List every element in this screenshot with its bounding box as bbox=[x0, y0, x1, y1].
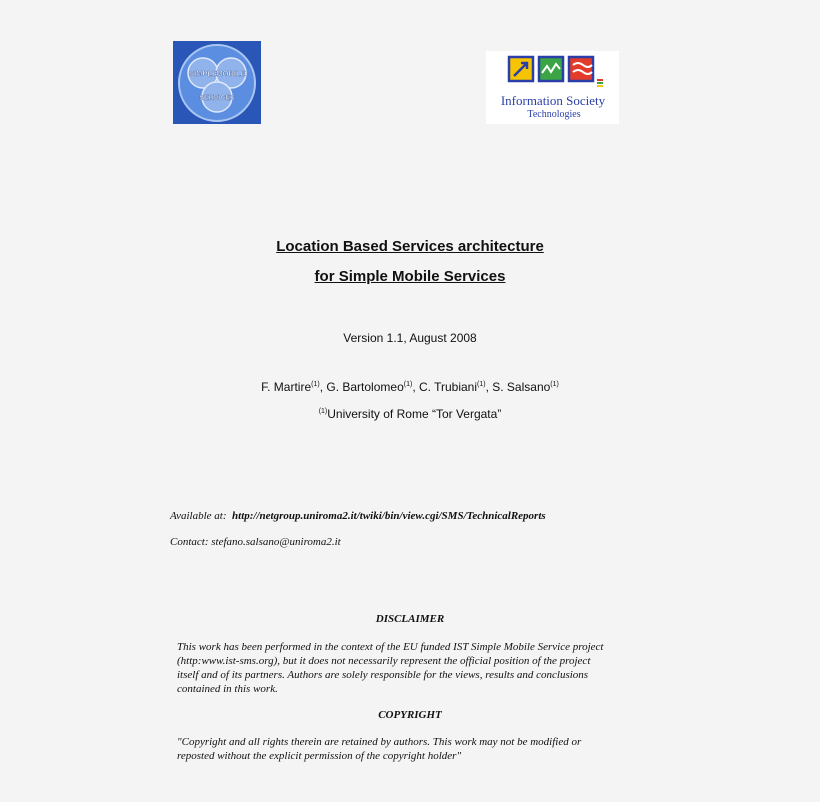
author-separator: , bbox=[412, 380, 419, 394]
author-affiliation-mark: (1) bbox=[477, 381, 486, 388]
sms-logo-word1: SIMPLE bbox=[189, 69, 217, 78]
author-name: G. Bartolomeo bbox=[326, 380, 404, 394]
author-name: S. Salsano bbox=[492, 380, 551, 394]
disclaimer-line: This work has been performed in the context of the EU funded IST Simple Mobile Service project bbox=[177, 641, 604, 653]
simple-mobile-services-logo bbox=[173, 41, 261, 124]
author-affiliation-mark: (1) bbox=[550, 381, 559, 388]
ist-logo-line1: Information Society bbox=[500, 93, 606, 108]
disclaimer-paragraph bbox=[177, 640, 652, 696]
authors-line bbox=[0, 380, 820, 394]
author-name: F. Martire bbox=[261, 380, 312, 394]
title-line-1: Location Based Services architecture bbox=[276, 238, 544, 255]
affiliation-text: University of Rome “Tor Vergata” bbox=[327, 407, 502, 421]
affiliation-line bbox=[0, 407, 820, 421]
sms-logo-word3: SERVICES bbox=[199, 95, 235, 102]
available-at-label: Available at: bbox=[170, 510, 227, 522]
disclaimer-line: itself and of its partners. Authors are solely responsible for the views, results and conclusions bbox=[177, 669, 589, 681]
ist-logo-line2: Technologies bbox=[527, 109, 581, 120]
disclaimer-line: contained in this work. bbox=[177, 683, 278, 695]
affiliation-mark: (1) bbox=[318, 408, 328, 415]
copyright-heading: COPYRIGHT bbox=[378, 709, 442, 721]
technical-reports-link[interactable]: http://netgroup.uniroma2.it/twiki/bin/view.cgi/SMS/TechnicalReports bbox=[232, 510, 546, 522]
copyright-line: "Copyright and all rights therein are retained by authors. This work may not be modified or bbox=[177, 736, 582, 748]
information-society-technologies-logo bbox=[486, 51, 619, 124]
contact-line: Contact: stefano.salsano@uniroma2.it bbox=[170, 536, 341, 548]
author-separator: , bbox=[485, 380, 493, 394]
copyright-line: reposted without the explicit permission of the copyright holder" bbox=[177, 750, 462, 762]
sms-logo-word2: MOBILE bbox=[216, 69, 246, 78]
author-name: C. Trubiani bbox=[418, 380, 478, 394]
available-at-line bbox=[170, 510, 546, 522]
version-line: Version 1.1, August 2008 bbox=[343, 331, 477, 345]
title-line-2: for Simple Mobile Services bbox=[314, 268, 506, 285]
author-affiliation-mark: (1) bbox=[311, 381, 320, 388]
disclaimer-line: (http:www.ist-sms.org), but it does not necessarily represent the official position of the project bbox=[177, 655, 591, 667]
copyright-paragraph bbox=[177, 735, 652, 763]
author-affiliation-mark: (1) bbox=[403, 381, 413, 388]
disclaimer-heading: DISCLAIMER bbox=[375, 613, 445, 625]
author-separator: , bbox=[319, 380, 327, 394]
